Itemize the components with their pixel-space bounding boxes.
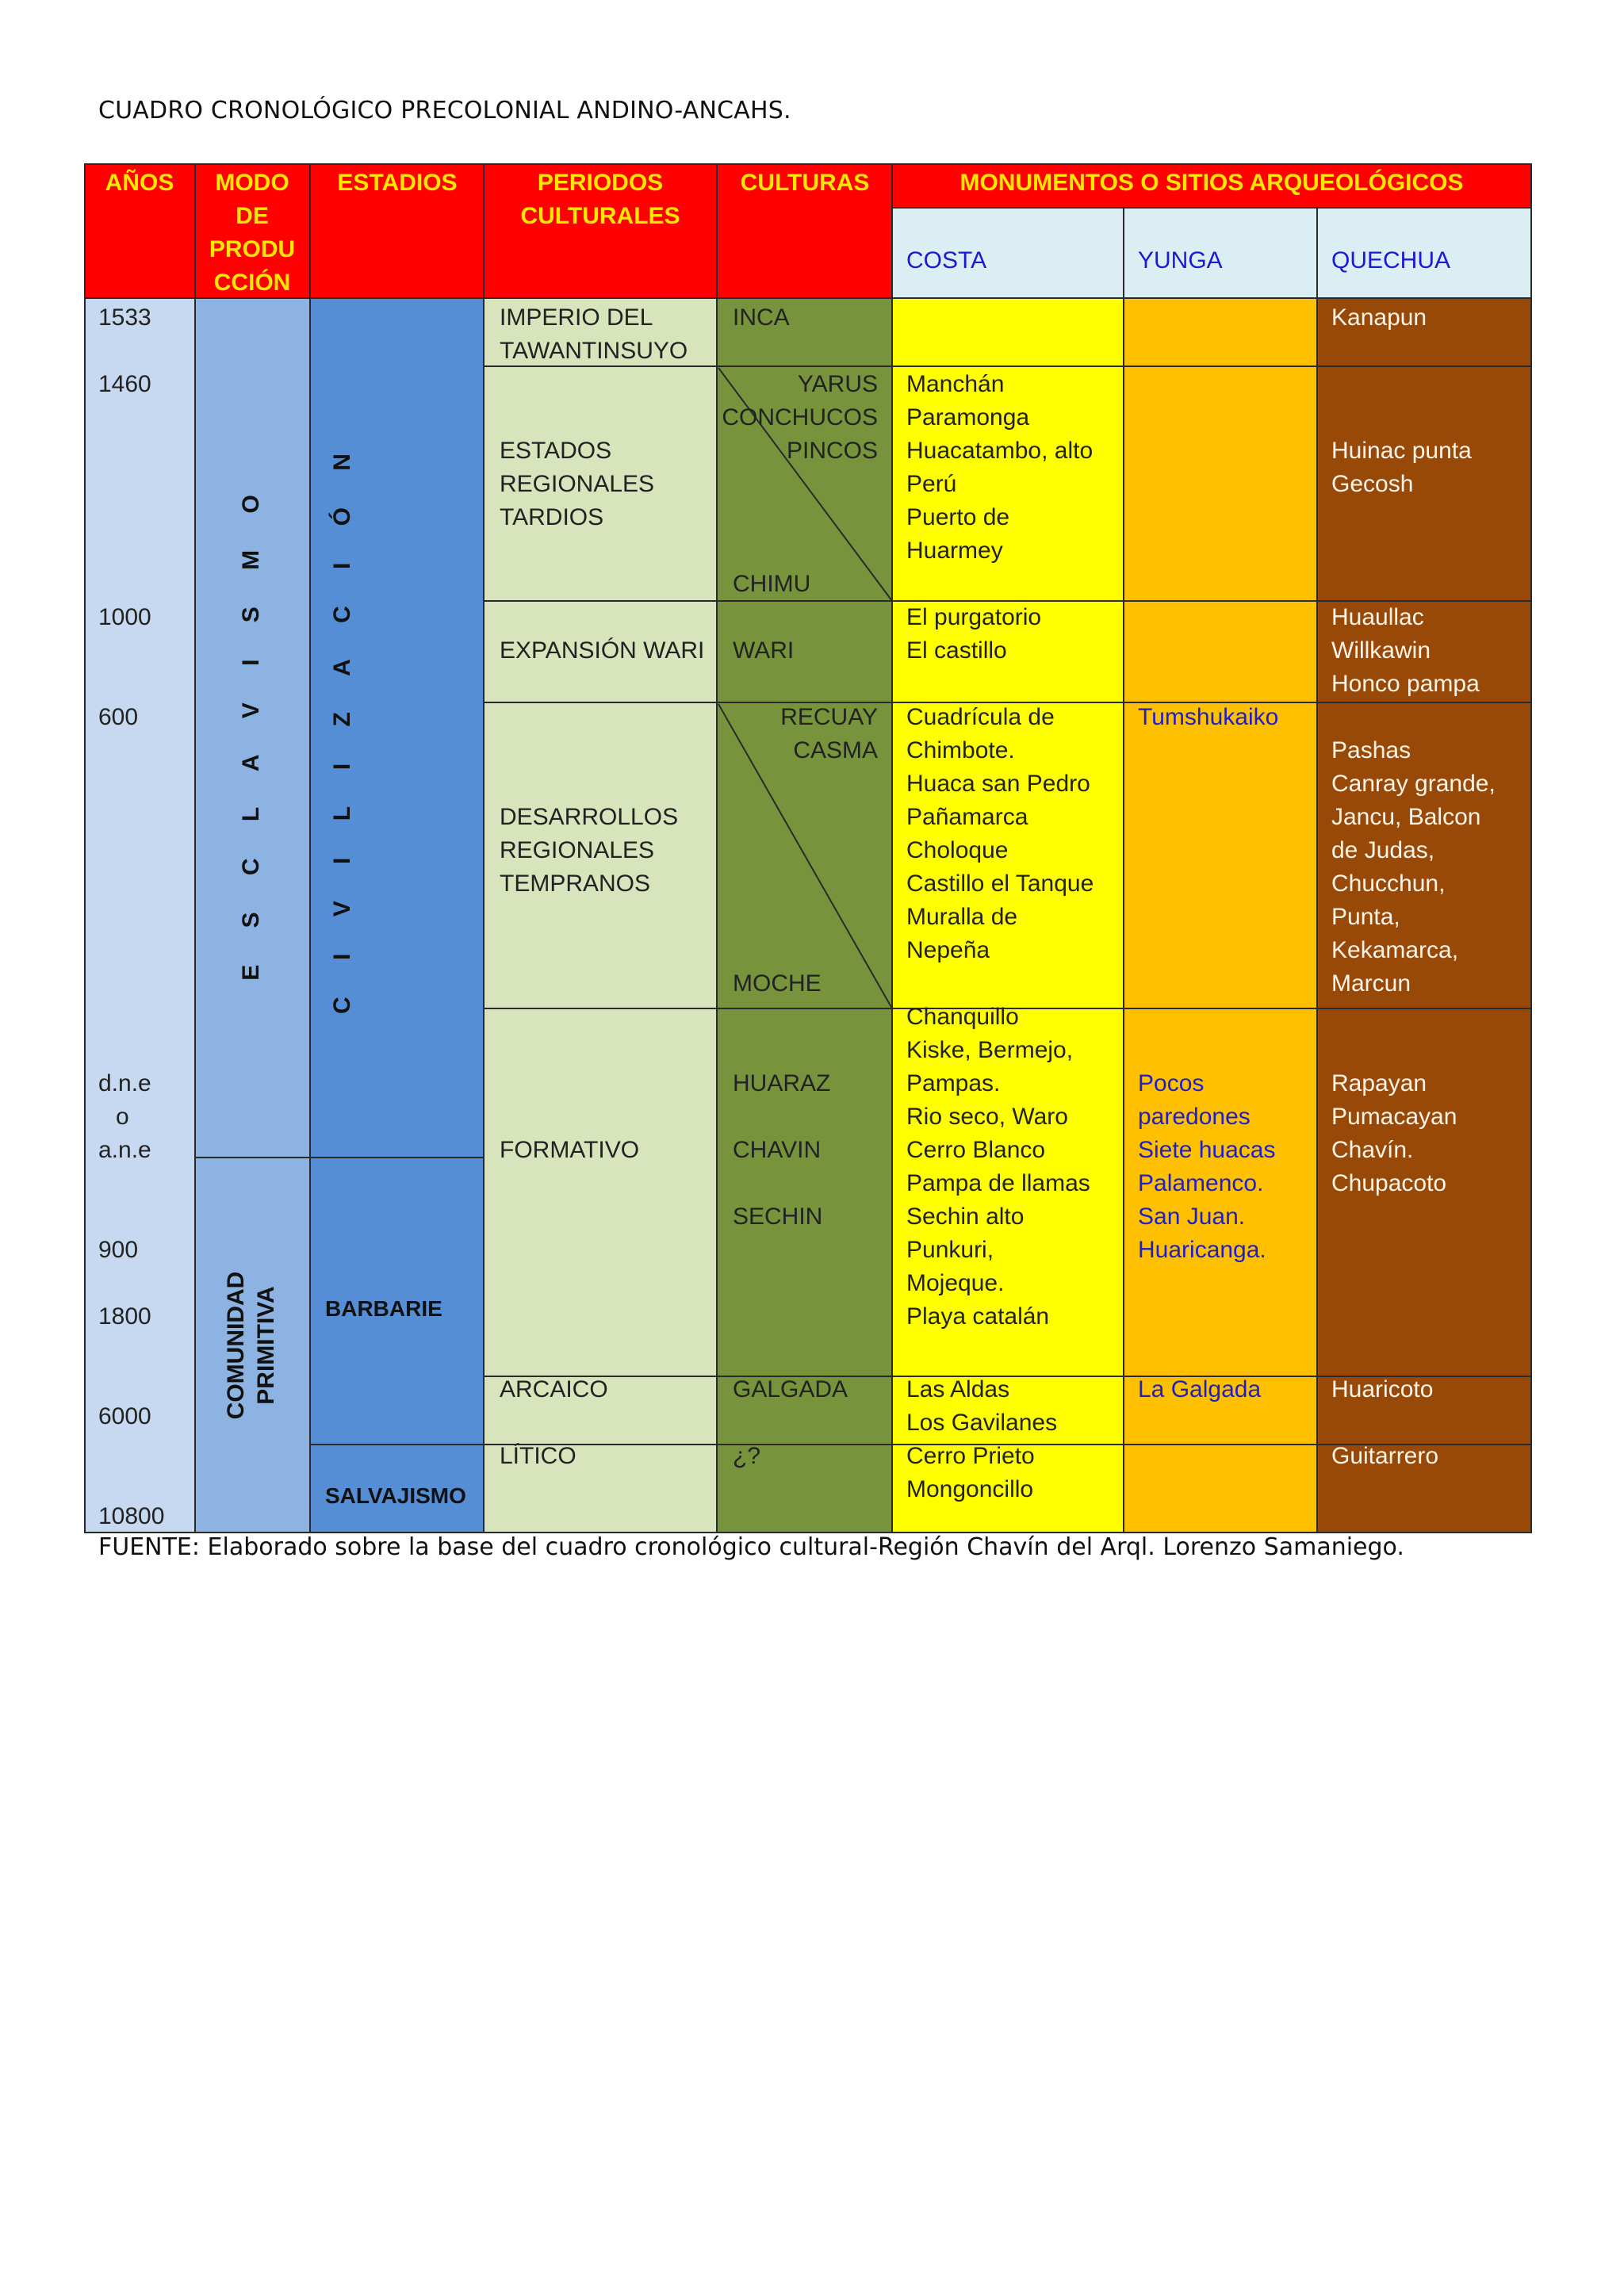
costa-arcaico-1: Las Aldas: [906, 1376, 1010, 1402]
quechua-tempranos-8: Marcun: [1331, 970, 1411, 997]
cultura-huaraz: HUARAZ: [733, 1070, 831, 1096]
cultura-galgada: GALGADA: [733, 1376, 848, 1402]
costa-wari-1: El purgatorio: [906, 604, 1042, 630]
yunga-column-bg: [1124, 298, 1317, 1533]
year-10800: 10800: [98, 1503, 165, 1529]
quechua-tempranos-7: Kekamarca,: [1331, 937, 1459, 963]
costa-litico-2: Mongoncillo: [906, 1476, 1034, 1502]
costa-tempranos-8: Nepeña: [906, 937, 990, 963]
header-estadios: ESTADIOS: [337, 170, 458, 196]
costa-formativo-2: Kiske, Bermejo,: [906, 1037, 1074, 1063]
yunga-formativo-5: San Juan.: [1138, 1203, 1246, 1230]
quechua-arcaico: Huaricoto: [1331, 1376, 1434, 1402]
cultura-inca: INCA: [733, 304, 790, 331]
periodo-wari: EXPANSIÓN WARI: [500, 637, 705, 664]
cultura-chavin: CHAVIN: [733, 1137, 822, 1163]
periodo-tardios-2: REGIONALES: [500, 471, 655, 497]
costa-tardios-5: Puerto de: [906, 504, 1010, 530]
costa-tempranos-6: Castillo el Tanque: [906, 871, 1094, 897]
costa-tempranos-4: Pañamarca: [906, 804, 1028, 830]
costa-tempranos-1: Cuadrícula de: [906, 704, 1055, 730]
costa-formativo-3: Pampas.: [906, 1070, 1001, 1096]
header-periodos-1: PERIODOS: [537, 170, 664, 196]
periodo-imperio-1: IMPERIO DEL: [500, 304, 653, 331]
costa-tardios-4: Perú: [906, 471, 957, 497]
cultura-recuay: RECUAY: [780, 704, 878, 730]
year-900: 900: [98, 1237, 139, 1263]
subheader-yunga: YUNGA: [1138, 247, 1223, 274]
quechua-litico: Guitarrero: [1331, 1443, 1439, 1469]
cultura-yarus: YARUS: [797, 371, 878, 397]
estadio-civilizacion: C I V I L I Z A C I Ó N: [328, 438, 355, 1014]
costa-tardios-1: Manchán: [906, 371, 1005, 397]
costa-formativo-6: Pampa de llamas: [906, 1170, 1090, 1196]
periodo-tardios-3: TARDIOS: [500, 504, 604, 530]
costa-tardios-3: Huacatambo, alto: [906, 438, 1094, 464]
header-modo-4: CCIÓN: [213, 270, 291, 296]
costa-arcaico-2: Los Gavilanes: [906, 1410, 1058, 1436]
modo-comunidad: COMUNIDAD: [222, 1271, 249, 1420]
yunga-arcaico: La Galgada: [1138, 1376, 1262, 1402]
quechua-formativo-2: Pumacayan: [1331, 1104, 1457, 1130]
cultura-moche: MOCHE: [733, 970, 822, 997]
cultura-wari: WARI: [733, 637, 795, 664]
header-monumentos: MONUMENTOS O SITIOS ARQUEOLÓGICOS: [959, 170, 1464, 196]
costa-formativo-9: Mojeque.: [906, 1270, 1005, 1296]
header-modo-3: PRODU: [209, 236, 296, 262]
table-fills: [84, 163, 1532, 1533]
chronology-table: [84, 163, 1532, 1533]
yunga-formativo-6: Huaricanga.: [1138, 1237, 1266, 1263]
document-title: CUADRO CRONOLÓGICO PRECOLONIAL ANDINO-ANCAHS.: [98, 97, 791, 124]
periodo-formativo: FORMATIVO: [500, 1137, 640, 1163]
costa-litico-1: Cerro Prieto: [906, 1443, 1035, 1469]
quechua-formativo-3: Chavín.: [1331, 1137, 1414, 1163]
header-culturas: CULTURAS: [740, 170, 870, 196]
quechua-formativo-1: Rapayan: [1331, 1070, 1427, 1096]
costa-formativo-8: Punkuri,: [906, 1237, 994, 1263]
quechua-imperio: Kanapun: [1331, 304, 1427, 331]
quechua-tardios-2: Gecosh: [1331, 471, 1414, 497]
year-dne: d.n.e: [98, 1070, 151, 1096]
yunga-formativo-3: Siete huacas: [1138, 1137, 1276, 1163]
year-600: 600: [98, 704, 139, 730]
header-periodos-2: CULTURALES: [520, 203, 680, 229]
quechua-wari-2: Willkawin: [1331, 637, 1431, 664]
cultura-casma: CASMA: [793, 737, 878, 763]
periodo-imperio-2: TAWANTINSUYO: [500, 338, 688, 364]
header-anos: AÑOS: [105, 170, 174, 196]
yunga-formativo-4: Palamenco.: [1138, 1170, 1264, 1196]
estadio-salvajismo: SALVAJISMO: [325, 1483, 466, 1508]
estadio-barbarie: BARBARIE: [325, 1296, 442, 1321]
cultura-chimu: CHIMU: [733, 571, 811, 597]
costa-tardios-6: Huarmey: [906, 538, 1003, 564]
quechua-tempranos-6: Punta,: [1331, 904, 1400, 930]
quechua-tardios-1: Huinac punta: [1331, 438, 1472, 464]
year-ane: a.n.e: [98, 1137, 151, 1163]
quechua-tempranos-5: Chucchun,: [1331, 871, 1446, 897]
periodo-tardios-1: ESTADOS: [500, 438, 612, 464]
quechua-tempranos-1: Pashas: [1331, 737, 1411, 763]
yunga-formativo-1: Pocos: [1138, 1070, 1205, 1096]
costa-tardios-2: Paramonga: [906, 404, 1030, 430]
header-modo-1: MODO: [215, 170, 289, 196]
periodo-litico: LÍTICO: [500, 1443, 576, 1469]
periodo-arcaico: ARCAICO: [500, 1376, 608, 1402]
costa-formativo-10: Playa catalán: [906, 1303, 1050, 1330]
year-6000: 6000: [98, 1403, 151, 1429]
cultura-conchucos: CONCHUCOS: [722, 404, 878, 430]
quechua-wari-3: Honco pampa: [1331, 671, 1480, 697]
year-1800: 1800: [98, 1303, 151, 1330]
costa-tempranos-7: Muralla de: [906, 904, 1018, 930]
modo-primitiva: PRIMITIVA: [252, 1286, 279, 1405]
yunga-tempranos: Tumshukaiko: [1138, 704, 1279, 730]
periodo-tempranos-1: DESARROLLOS: [500, 804, 679, 830]
costa-formativo-5: Cerro Blanco: [906, 1137, 1046, 1163]
costa-formativo-1: Chanquillo: [906, 1004, 1019, 1030]
periodo-tempranos-3: TEMPRANOS: [500, 871, 651, 897]
subheader-quechua: QUECHUA: [1331, 247, 1451, 274]
cultura-pincos: PINCOS: [786, 438, 878, 464]
quechua-tempranos-4: de Judas,: [1331, 837, 1435, 863]
costa-formativo-7: Sechin alto: [906, 1203, 1025, 1230]
costa-tempranos-2: Chimbote.: [906, 737, 1015, 763]
quechua-tempranos-2: Canray grande,: [1331, 771, 1496, 797]
year-1000: 1000: [98, 604, 151, 630]
year-1533: 1533: [98, 304, 151, 331]
year-1460: 1460: [98, 371, 151, 397]
source-note: FUENTE: Elaborado sobre la base del cuadro cronológico cultural-Región Chavín del Arql. Lorenzo Samaniego.: [98, 1533, 1404, 1561]
costa-wari-2: El castillo: [906, 637, 1007, 664]
quechua-wari-1: Huaullac: [1331, 604, 1424, 630]
cultura-sechin: SECHIN: [733, 1203, 823, 1230]
years-column-bg: [84, 298, 195, 1533]
periodo-tempranos-2: REGIONALES: [500, 837, 655, 863]
quechua-formativo-4: Chupacoto: [1331, 1170, 1447, 1196]
costa-formativo-4: Rio seco, Waro: [906, 1104, 1068, 1130]
costa-tempranos-3: Huaca san Pedro: [906, 771, 1090, 797]
quechua-tempranos-3: Jancu, Balcon: [1331, 804, 1481, 830]
header-modo-2: DE: [236, 203, 269, 229]
costa-tempranos-5: Choloque: [906, 837, 1009, 863]
year-o: o: [116, 1104, 129, 1130]
yunga-formativo-2: paredones: [1138, 1104, 1251, 1130]
subheader-costa: COSTA: [906, 247, 987, 274]
cultura-unknown: ¿?: [733, 1443, 761, 1469]
modo-esclavismo: E S C L A V I S M O: [237, 480, 264, 981]
